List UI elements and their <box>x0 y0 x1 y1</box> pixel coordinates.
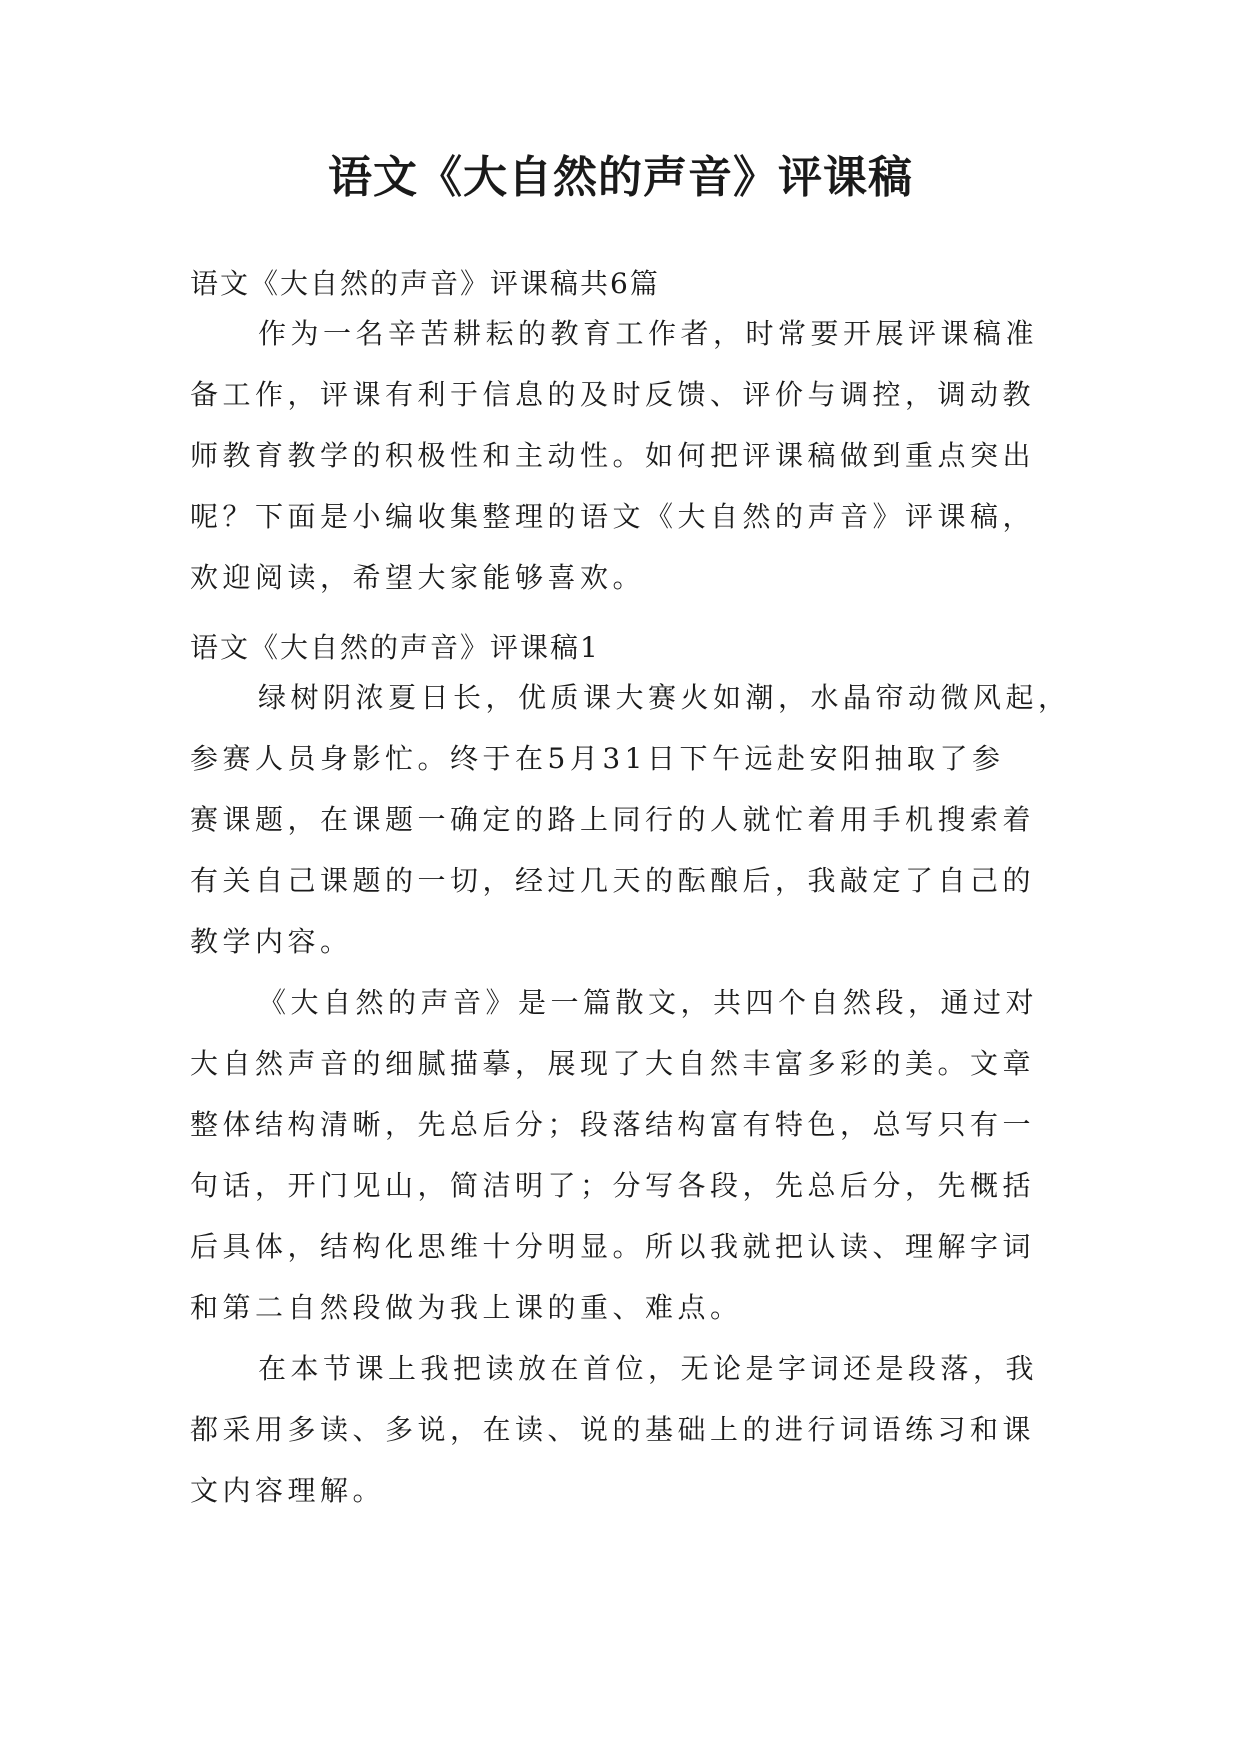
body-paragraph <box>190 972 1070 1338</box>
intro-paragraph <box>190 303 1070 608</box>
text-line: 绿树阴浓夏日长，优质课大赛火如潮，水晶帘动微风起， <box>258 681 1071 714</box>
text-line: 欢迎阅读，希望大家能够喜欢。 <box>190 561 646 594</box>
text-line: 师教育教学的积极性和主动性。如何把评课稿做到重点突出 <box>190 439 1036 472</box>
text-line: 在本节课上我把读放在首位，无论是字词还是段落，我 <box>258 1352 1039 1385</box>
text-line: 作为一名辛苦耕耘的教育工作者，时常要开展评课稿准 <box>258 317 1039 350</box>
text-line: 文内容理解。 <box>190 1474 386 1507</box>
text-line: 《大自然的声音》是一篇散文，共四个自然段，通过对 <box>258 986 1039 1019</box>
text-line: 大自然声音的细腻描摹，展现了大自然丰富多彩的美。文章 <box>190 1047 1036 1080</box>
section-heading: 语文《大自然的声音》评课稿1 <box>190 631 600 664</box>
text-line: 和第二自然段做为我上课的重、难点。 <box>190 1291 743 1324</box>
text-line: 句话，开门见山，简洁明了；分写各段，先总后分，先概括 <box>190 1169 1036 1202</box>
document-title: 语文《大自然的声音》评课稿 <box>328 152 913 203</box>
text-line: 备工作，评课有利于信息的及时反馈、评价与调控，调动教 <box>190 378 1036 411</box>
document-subtitle: 语文《大自然的声音》评课稿共6篇 <box>190 267 660 300</box>
text-line: 教学内容。 <box>190 925 353 958</box>
body-paragraph <box>190 1338 1070 1521</box>
text-line: 都采用多读、多说，在读、说的基础上的进行词语练习和课 <box>190 1413 1036 1446</box>
text-line: 整体结构清晰，先总后分；段落结构富有特色，总写只有一 <box>190 1108 1036 1141</box>
text-line: 呢？下面是小编收集整理的语文《大自然的声音》评课稿， <box>190 500 1036 533</box>
text-line: 参赛人员身影忙。终于在5月31日下午远赴安阳抽取了参 <box>190 742 1005 775</box>
text-line: 后具体，结构化思维十分明显。所以我就把认读、理解字词 <box>190 1230 1036 1263</box>
text-line: 有关自己课题的一切，经过几天的酝酿后，我敲定了自己的 <box>190 864 1036 897</box>
body-paragraph <box>190 667 1070 972</box>
text-line: 赛课题，在课题一确定的路上同行的人就忙着用手机搜索着 <box>190 803 1036 836</box>
